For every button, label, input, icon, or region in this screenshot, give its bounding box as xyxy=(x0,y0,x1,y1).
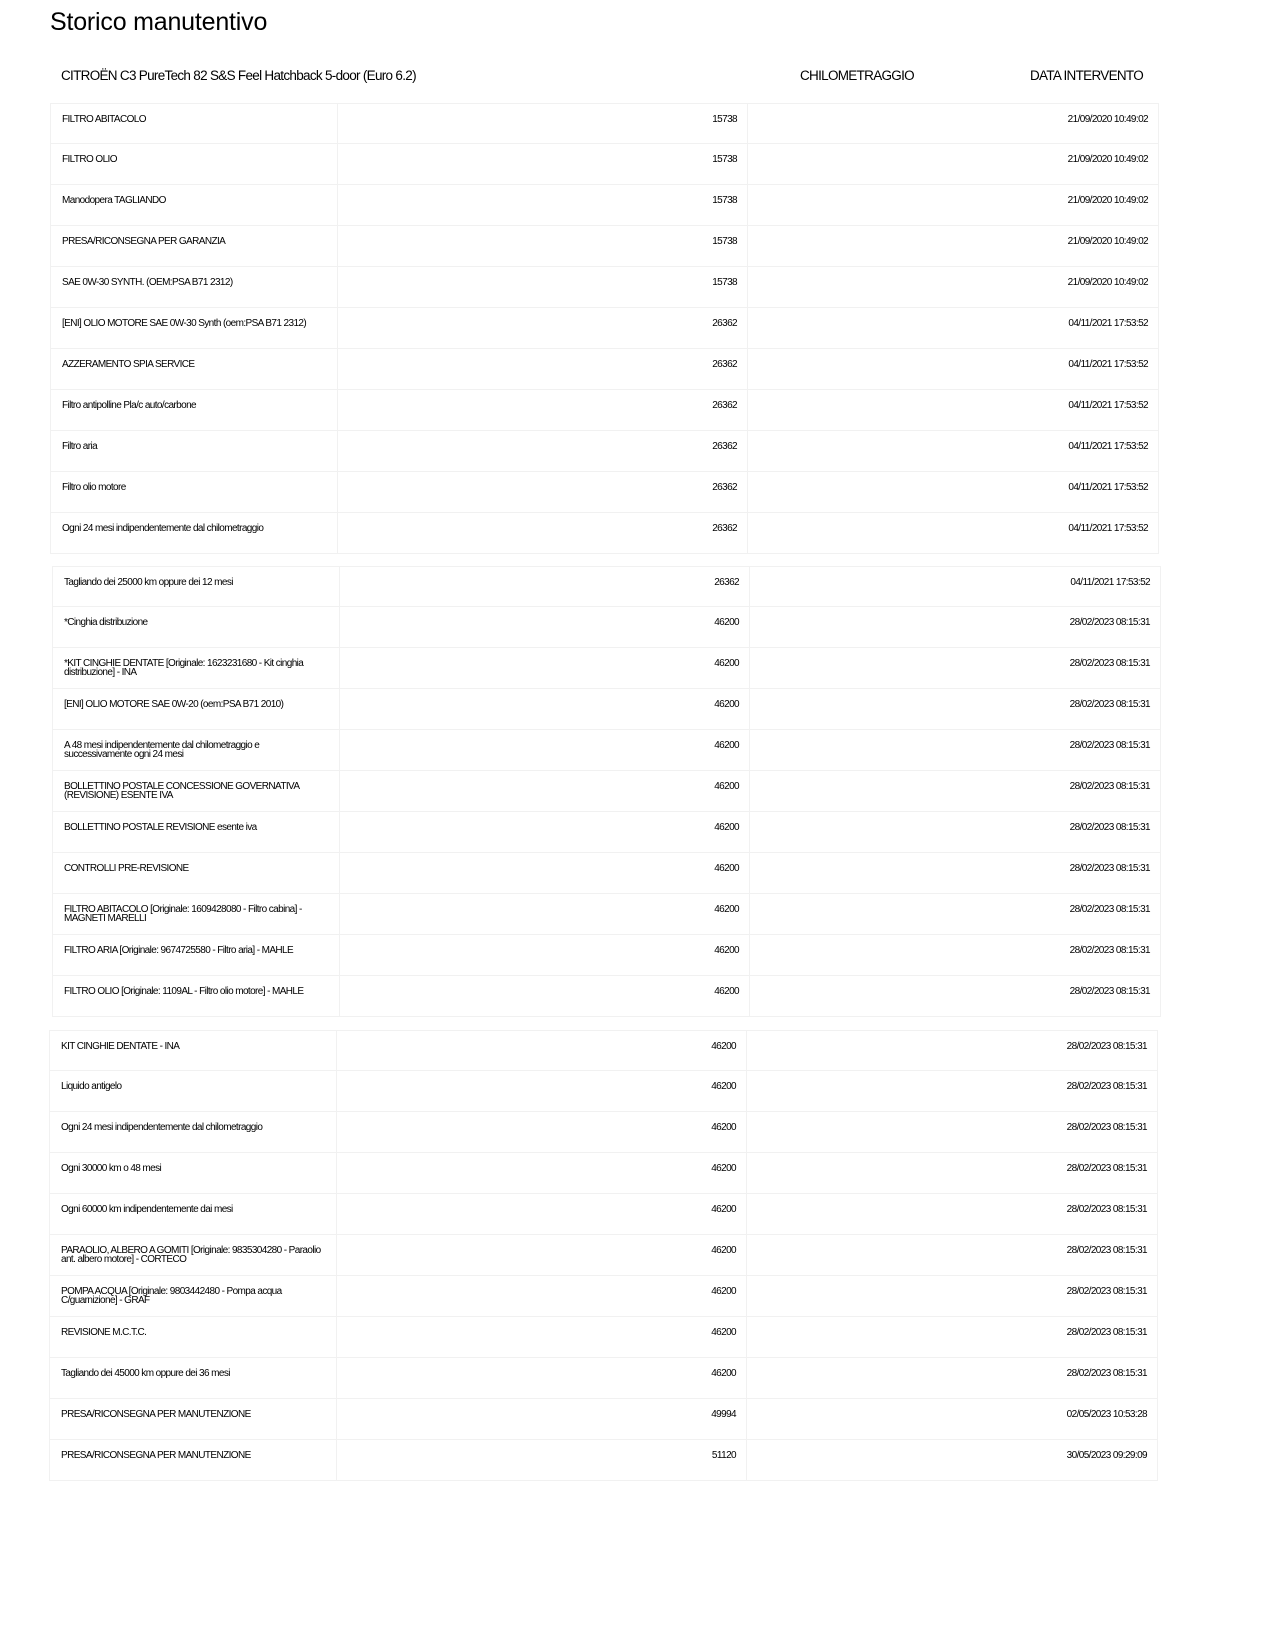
table-row xyxy=(50,472,1159,513)
description-cell: [ENI] OLIO MOTORE SAE 0W-30 Synth (oem:PSA B71 2312) xyxy=(50,308,337,348)
date-column-header: DATA INTERVENTO xyxy=(1030,68,1144,83)
table-row xyxy=(49,1071,1158,1112)
table-row xyxy=(49,1235,1158,1276)
description-cell: FILTRO OLIO xyxy=(50,144,337,184)
date-cell: 28/02/2023 08:15:31 xyxy=(746,1317,1158,1357)
date-cell: 30/05/2023 09:29:09 xyxy=(746,1440,1158,1480)
date-cell: 04/11/2021 17:53:52 xyxy=(747,308,1159,348)
mileage-cell: 51120 xyxy=(336,1440,746,1480)
table-row xyxy=(49,1399,1158,1440)
date-cell: 04/11/2021 17:53:52 xyxy=(749,567,1161,606)
table-row xyxy=(49,1153,1158,1194)
description-cell: PRESA/RICONSEGNA PER MANUTENZIONE xyxy=(49,1440,336,1480)
mileage-cell: 26362 xyxy=(337,513,747,553)
table-row xyxy=(50,267,1159,308)
mileage-cell: 46200 xyxy=(336,1358,746,1398)
table-row xyxy=(49,1317,1158,1358)
date-cell: 28/02/2023 08:15:31 xyxy=(746,1112,1158,1152)
description-cell: Filtro antipolline Pla/c auto/carbone xyxy=(50,390,337,430)
table-row xyxy=(50,226,1159,267)
date-cell: 04/11/2021 17:53:52 xyxy=(747,390,1159,430)
table-row xyxy=(52,566,1161,607)
description-cell: Filtro aria xyxy=(50,431,337,471)
date-cell: 21/09/2020 10:49:02 xyxy=(747,104,1159,143)
km-column-header: CHILOMETRAGGIO xyxy=(800,68,914,83)
mileage-cell: 26362 xyxy=(337,472,747,512)
table-row xyxy=(52,730,1161,771)
description-cell: Ogni 60000 km indipendentemente dai mesi xyxy=(49,1194,336,1234)
mileage-cell: 26362 xyxy=(337,390,747,430)
description-cell: *KIT CINGHIE DENTATE [Originale: 1623231680 - Kit cinghia distribuzione] - INA xyxy=(52,648,339,688)
date-cell: 28/02/2023 08:15:31 xyxy=(749,894,1161,934)
date-cell: 28/02/2023 08:15:31 xyxy=(749,976,1161,1016)
date-cell: 28/02/2023 08:15:31 xyxy=(746,1276,1158,1316)
date-cell: 04/11/2021 17:53:52 xyxy=(747,513,1159,553)
date-cell: 28/02/2023 08:15:31 xyxy=(749,812,1161,852)
date-cell: 28/02/2023 08:15:31 xyxy=(746,1194,1158,1234)
mileage-cell: 15738 xyxy=(337,226,747,266)
description-cell: KIT CINGHIE DENTATE - INA xyxy=(49,1031,336,1070)
mileage-cell: 26362 xyxy=(337,349,747,389)
description-cell: SAE 0W-30 SYNTH. (OEM:PSA B71 2312) xyxy=(50,267,337,307)
description-cell: Liquido antigelo xyxy=(49,1071,336,1111)
description-cell: A 48 mesi indipendentemente dal chilometraggio e successivamente ogni 24 mesi xyxy=(52,730,339,770)
date-cell: 28/02/2023 08:15:31 xyxy=(749,853,1161,893)
table-row xyxy=(52,689,1161,730)
description-cell: FILTRO ABITACOLO [Originale: 1609428080 - Filtro cabina] - MAGNETI MARELLI xyxy=(52,894,339,934)
mileage-cell: 26362 xyxy=(337,308,747,348)
description-cell: FILTRO ABITACOLO xyxy=(50,104,337,143)
mileage-cell: 46200 xyxy=(339,976,749,1016)
description-cell: AZZERAMENTO SPIA SERVICE xyxy=(50,349,337,389)
mileage-cell: 46200 xyxy=(339,853,749,893)
date-cell: 28/02/2023 08:15:31 xyxy=(746,1031,1158,1070)
table-row xyxy=(52,894,1161,935)
description-cell: Ogni 30000 km o 48 mesi xyxy=(49,1153,336,1193)
table-row xyxy=(52,607,1161,648)
table-row xyxy=(50,513,1159,554)
description-cell: PARAOLIO, ALBERO A GOMITI [Originale: 9835304280 - Paraolio ant. albero motore] - CORTECO xyxy=(49,1235,336,1275)
description-cell: FILTRO OLIO [Originale: 1109AL - Filtro olio motore] - MAHLE xyxy=(52,976,339,1016)
table-row xyxy=(49,1112,1158,1153)
table-row xyxy=(49,1194,1158,1235)
description-cell: Manodopera TAGLIANDO xyxy=(50,185,337,225)
description-cell: *Cinghia distribuzione xyxy=(52,607,339,647)
description-cell: [ENI] OLIO MOTORE SAE 0W-20 (oem:PSA B71 2010) xyxy=(52,689,339,729)
table-row xyxy=(49,1030,1158,1071)
description-cell: Ogni 24 mesi indipendentemente dal chilometraggio xyxy=(50,513,337,553)
date-cell: 28/02/2023 08:15:31 xyxy=(749,730,1161,770)
table-row xyxy=(50,308,1159,349)
date-cell: 28/02/2023 08:15:31 xyxy=(749,689,1161,729)
table-row xyxy=(50,185,1159,226)
maintenance-table-section-3 xyxy=(49,1030,1158,1481)
description-cell: PRESA/RICONSEGNA PER MANUTENZIONE xyxy=(49,1399,336,1439)
table-row xyxy=(52,812,1161,853)
table-row xyxy=(50,103,1159,144)
description-cell: Filtro olio motore xyxy=(50,472,337,512)
date-cell: 21/09/2020 10:49:02 xyxy=(747,226,1159,266)
date-cell: 21/09/2020 10:49:02 xyxy=(747,185,1159,225)
date-cell: 02/05/2023 10:53:28 xyxy=(746,1399,1158,1439)
description-cell: FILTRO ARIA [Originale: 9674725580 - Filtro aria] - MAHLE xyxy=(52,935,339,975)
date-cell: 28/02/2023 08:15:31 xyxy=(749,771,1161,811)
mileage-cell: 26362 xyxy=(339,567,749,606)
mileage-cell: 26362 xyxy=(337,431,747,471)
date-cell: 28/02/2023 08:15:31 xyxy=(746,1358,1158,1398)
mileage-cell: 46200 xyxy=(336,1317,746,1357)
date-cell: 28/02/2023 08:15:31 xyxy=(749,935,1161,975)
date-cell: 28/02/2023 08:15:31 xyxy=(746,1071,1158,1111)
table-row xyxy=(49,1276,1158,1317)
mileage-cell: 15738 xyxy=(337,104,747,143)
mileage-cell: 46200 xyxy=(339,648,749,688)
mileage-cell: 46200 xyxy=(336,1153,746,1193)
date-cell: 04/11/2021 17:53:52 xyxy=(747,431,1159,471)
maintenance-table-section-1 xyxy=(50,103,1159,554)
mileage-cell: 46200 xyxy=(336,1276,746,1316)
maintenance-table-section-2 xyxy=(52,566,1161,1017)
table-row xyxy=(52,648,1161,689)
mileage-cell: 46200 xyxy=(339,812,749,852)
table-row xyxy=(52,771,1161,812)
description-cell: PRESA/RICONSEGNA PER GARANZIA xyxy=(50,226,337,266)
description-cell: Ogni 24 mesi indipendentemente dal chilometraggio xyxy=(49,1112,336,1152)
table-row xyxy=(49,1358,1158,1399)
table-row xyxy=(50,144,1159,185)
table-row xyxy=(52,976,1161,1017)
date-cell: 28/02/2023 08:15:31 xyxy=(746,1235,1158,1275)
mileage-cell: 46200 xyxy=(336,1031,746,1070)
mileage-cell: 46200 xyxy=(336,1071,746,1111)
date-cell: 28/02/2023 08:15:31 xyxy=(749,607,1161,647)
mileage-cell: 46200 xyxy=(336,1194,746,1234)
table-row xyxy=(50,390,1159,431)
description-cell: Tagliando dei 25000 km oppure dei 12 mesi xyxy=(52,567,339,606)
mileage-cell: 46200 xyxy=(336,1112,746,1152)
date-cell: 04/11/2021 17:53:52 xyxy=(747,472,1159,512)
table-row xyxy=(50,349,1159,390)
table-row xyxy=(52,935,1161,976)
description-cell: BOLLETTINO POSTALE REVISIONE esente iva xyxy=(52,812,339,852)
description-cell: CONTROLLI PRE-REVISIONE xyxy=(52,853,339,893)
mileage-cell: 46200 xyxy=(339,894,749,934)
description-cell: BOLLETTINO POSTALE CONCESSIONE GOVERNATIVA (REVISIONE) ESENTE IVA xyxy=(52,771,339,811)
vehicle-header: CITROËN C3 PureTech 82 S&S Feel Hatchback 5-door (Euro 6.2) xyxy=(61,68,416,83)
mileage-cell: 46200 xyxy=(339,935,749,975)
mileage-cell: 49994 xyxy=(336,1399,746,1439)
table-row xyxy=(49,1440,1158,1481)
mileage-cell: 46200 xyxy=(339,730,749,770)
date-cell: 04/11/2021 17:53:52 xyxy=(747,349,1159,389)
page-title: Storico manutentivo xyxy=(50,8,268,36)
mileage-cell: 46200 xyxy=(339,607,749,647)
description-cell: Tagliando dei 45000 km oppure dei 36 mesi xyxy=(49,1358,336,1398)
table-row xyxy=(52,853,1161,894)
mileage-cell: 15738 xyxy=(337,144,747,184)
mileage-cell: 15738 xyxy=(337,267,747,307)
mileage-cell: 46200 xyxy=(336,1235,746,1275)
date-cell: 21/09/2020 10:49:02 xyxy=(747,267,1159,307)
date-cell: 28/02/2023 08:15:31 xyxy=(746,1153,1158,1193)
mileage-cell: 46200 xyxy=(339,771,749,811)
mileage-cell: 46200 xyxy=(339,689,749,729)
date-cell: 21/09/2020 10:49:02 xyxy=(747,144,1159,184)
description-cell: REVISIONE M.C.T.C. xyxy=(49,1317,336,1357)
mileage-cell: 15738 xyxy=(337,185,747,225)
description-cell: POMPA ACQUA [Originale: 9803442480 - Pompa acqua C/guarnizione] - GRAF xyxy=(49,1276,336,1316)
table-row xyxy=(50,431,1159,472)
date-cell: 28/02/2023 08:15:31 xyxy=(749,648,1161,688)
